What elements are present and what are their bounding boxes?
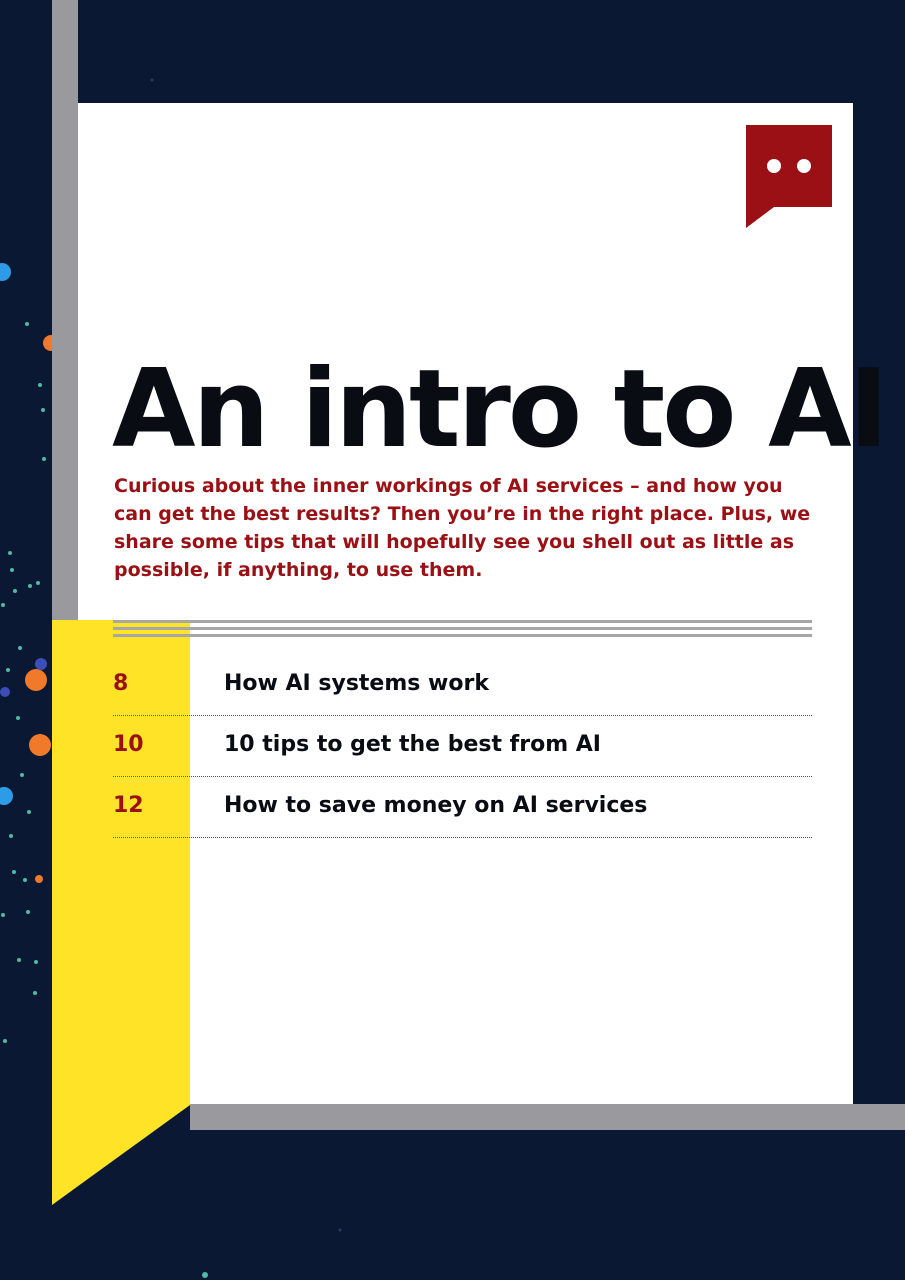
contents-item[interactable] (113, 655, 812, 716)
contents-item[interactable] (113, 777, 812, 838)
content-panel (78, 103, 853, 1104)
contents-page-number: 12 (113, 793, 144, 818)
intro-text: Curious about the inner workings of AI services – and how you can get the best results? Then you’re in the right place. Plus, we share some tips that will hopefully see you shell out as little as possible, if anything, to use them. (114, 475, 811, 581)
contents-item-title: How to save money on AI services (224, 793, 648, 818)
divider-rule (113, 634, 812, 637)
contents-list (113, 655, 812, 838)
divider-rule (113, 620, 812, 623)
contents-item-title: How AI systems work (224, 671, 489, 696)
divider-rule (113, 627, 812, 630)
contents-item-title: 10 tips to get the best from AI (224, 732, 601, 757)
speech-bubble-icon (746, 125, 832, 228)
frame-bar-left (52, 0, 78, 620)
contents-page-number: 8 (113, 671, 129, 696)
contents-page-number: 10 (113, 732, 144, 757)
contents-item[interactable] (113, 716, 812, 777)
frame-bar-bottom (190, 1104, 905, 1130)
page-title: An intro to AI (112, 347, 886, 472)
